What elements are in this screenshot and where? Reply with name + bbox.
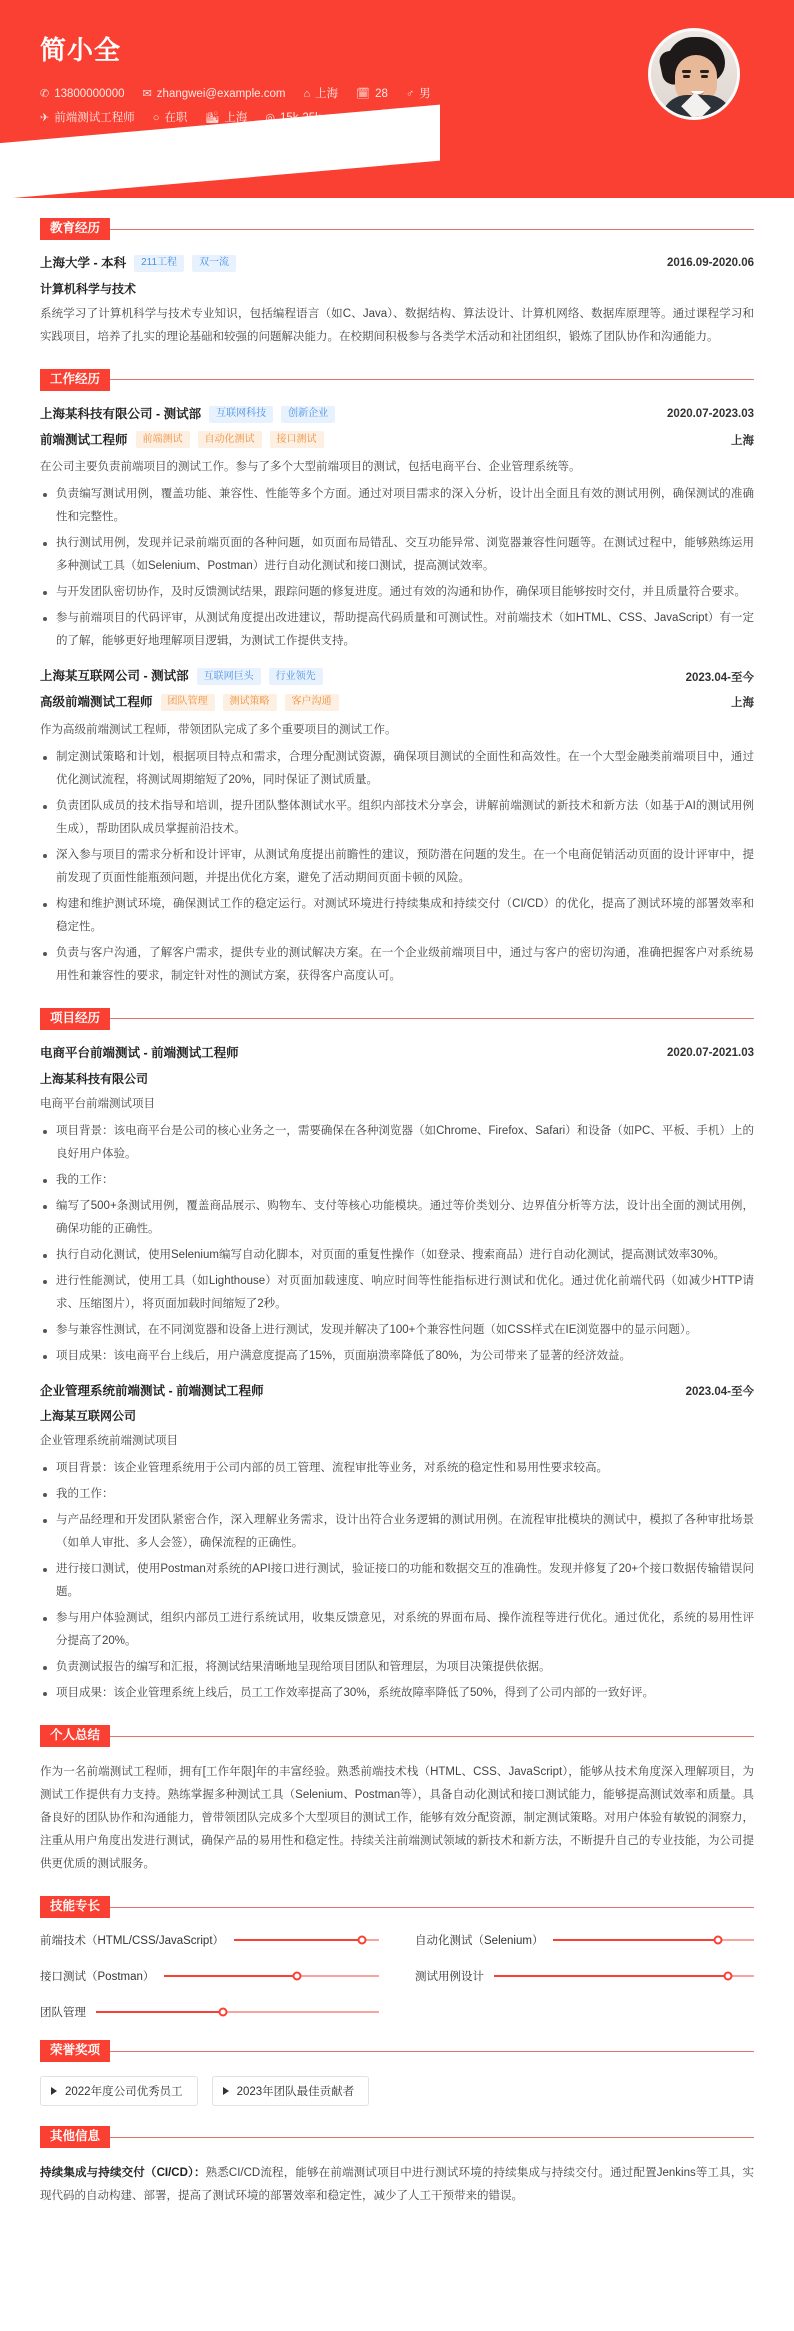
award-item[interactable] (40, 2076, 198, 2106)
contact-phone (40, 89, 125, 101)
work-company-tag: 创新企业 (281, 406, 335, 423)
section-header-projects (40, 1008, 754, 1030)
skill-slider[interactable] (96, 2011, 379, 2013)
work-bullets (40, 746, 754, 988)
work-role-tag: 测试策略 (223, 694, 277, 711)
work-role-title: 高级前端测试工程师 (40, 695, 153, 709)
work-bullet: 负责编写测试用例，覆盖功能、兼容性、性能等多个方面。通过对项目需求的深入分析，设计出全面且有效的测试用例，确保测试的准确性和完整性。 (40, 483, 754, 529)
work-bullet: 参与前端项目的代码评审，从测试角度提出改进建议，帮助提高代码质量和可测试性。对前端技术（如HTML、CSS、JavaScript）有一定的了解，能够更好地理解项目逻辑，为测试工作提供支持。 (40, 607, 754, 653)
section-title-work: 工作经历 (40, 369, 110, 391)
section-rule (110, 1018, 754, 1019)
skill-knob[interactable] (713, 1936, 722, 1945)
work-bullet: 执行测试用例，发现并记录前端页面的各种问题，如页面布局错乱、交互功能异常、浏览器兼容性问题等。在测试过程中，能够熟练运用多种测试工具（如Selenium、Postman）进行自动化测试和接口测试，提高测试效率。 (40, 532, 754, 578)
work-role-tag: 接口测试 (270, 431, 324, 448)
home-icon: ⌂ (303, 88, 311, 101)
salary-icon: ◎ (265, 111, 275, 124)
section-rule (110, 1907, 754, 1908)
avatar-eye-right (701, 75, 708, 78)
project-bullets (40, 1120, 754, 1368)
avatar (648, 28, 740, 120)
project-bullet: 项目成果：该电商平台上线后，用户满意度提高了15%，页面崩溃率降低了80%，为公司带来了显著的经济效益。 (40, 1345, 754, 1368)
award-label: 2023年团队最佳贡献者 (236, 2086, 355, 2099)
section-other-info (40, 2126, 754, 2208)
project-bullet: 我的工作： (40, 1483, 754, 1506)
other-info-item (40, 2162, 754, 2208)
project-bullet: 与产品经理和开发团队紧密合作，深入理解业务需求，设计出符合业务逻辑的测试用例。在流程审批模块的测试中，模拟了各种审批场景（如单人审批、多人会签），确保流程的正确性。 (40, 1509, 754, 1555)
section-work (40, 369, 754, 988)
section-header-awards (40, 2040, 754, 2062)
skill-fill (164, 1975, 297, 1977)
section-title-skills: 技能专长 (40, 1896, 110, 1918)
project-bullet: 进行性能测试，使用工具（如Lighthouse）对页面加载速度、响应时间等性能指标进行测试和优化。通过优化前端代码（如减少HTTP请求、压缩图片），将页面加载时间缩短了2秒。 (40, 1270, 754, 1316)
education-date: 2016.09-2020.06 (667, 257, 754, 270)
contact-city-value: 上海 (224, 111, 248, 124)
contact-email (143, 89, 286, 101)
project-bullet: 参与兼容性测试，在不同浏览器和设备上进行测试，发现并解决了100+个兼容性问题（如CSS样式在IE浏览器中的显示问题）。 (40, 1319, 754, 1342)
skills-grid (40, 1932, 754, 2020)
section-education (40, 218, 754, 349)
contact-position (40, 113, 135, 125)
section-rule (110, 1736, 754, 1737)
contact-email-value: zhangwei@example.com (156, 88, 286, 100)
contact-job-status-value: 在职 (164, 111, 188, 124)
skill-slider[interactable] (494, 1975, 754, 1977)
section-title-projects: 项目经历 (40, 1008, 110, 1030)
section-header-skills (40, 1896, 754, 1918)
work-company-row (40, 667, 754, 686)
skill-label: 测试用例设计 (415, 1971, 484, 1984)
skill-fill (234, 1939, 362, 1941)
section-header-education (40, 218, 754, 240)
contact-location (303, 89, 338, 101)
skill-knob[interactable] (357, 1936, 366, 1945)
project-bullet: 负责测试报告的编写和汇报，将测试结果清晰地呈现给项目团队和管理层，为项目决策提供依据。 (40, 1656, 754, 1679)
work-location: 上海 (731, 697, 754, 710)
project-bullet: 编写了500+条测试用例，覆盖商品展示、购物车、支付等核心功能模块。通过等价类划分、边界值分析等方法，设计出全面的测试用例，确保功能的正确性。 (40, 1195, 754, 1241)
project-entry (40, 1044, 754, 1368)
summary-text: 作为一名前端测试工程师，拥有[工作年限]年的丰富经验。熟悉前端技术栈（HTML、CSS、JavaScript），能够从技术角度深入理解项目，为测试工作提供有力支持。熟练掌握多种测试工具（Selenium、Postman等），具备自动化测试和接口测试能力，能够提高测试效率和质量。具备良好的团队协作和沟通能力，曾带领团队完成多个大型项目的测试工作，能够有效分配资源，制定测试策略。对用户体验有敏锐的洞察力，注重从用户角度出发进行测试，确保产品的易用性和稳定性。持续关注前端测试领域的新技术和新方法，不断提升自己的专业技能，为公司提供更优质的测试服务。 (40, 1766, 754, 1871)
section-header-summary (40, 1725, 754, 1747)
other-info-label: 持续集成与持续交付（CI/CD）： (40, 2167, 206, 2180)
work-company-tag: 行业领先 (269, 668, 323, 685)
project-name: 企业管理系统前端测试 - 前端测试工程师 (40, 1383, 264, 1398)
section-rule (110, 2051, 754, 2052)
section-title-other-info: 其他信息 (40, 2126, 110, 2148)
work-role-tag: 前端测试 (136, 431, 190, 448)
awards-list (40, 2076, 754, 2106)
status-icon: ○ (152, 111, 160, 124)
section-rule (110, 379, 754, 380)
work-bullet: 负责团队成员的技术指导和培训，提升团队整体测试水平。组织内部技术分享会，讲解前端测试的新技术和新方法（如基于AI的测试用例生成），帮助团队成员掌握前沿技术。 (40, 795, 754, 841)
work-entry (40, 405, 754, 654)
project-bullet: 我的工作： (40, 1169, 754, 1192)
section-header-other-info (40, 2126, 754, 2148)
contact-gender (406, 89, 431, 101)
avatar-eye-left (683, 75, 690, 78)
section-skills (40, 1896, 754, 2020)
school-name: 上海大学 - 本科 (40, 256, 127, 270)
work-bullet: 与开发团队密切协作，及时反馈测试结果，跟踪问题的修复进度。通过有效的沟通和协作，确保项目能够按时交付，并且质量符合要求。 (40, 581, 754, 604)
contact-job-status (153, 113, 188, 125)
project-bullet: 执行自动化测试，使用Selenium编写自动化脚本，对页面的重复性操作（如登录、搜索商品）进行自动化测试，提高测试效率30%。 (40, 1244, 754, 1267)
avatar-brow-right (700, 70, 709, 73)
skill-label: 前端技术（HTML/CSS/JavaScript） (40, 1935, 225, 1948)
award-item[interactable] (212, 2076, 370, 2106)
skill-item (40, 1932, 379, 1948)
skill-item (40, 1968, 379, 1984)
candidate-name: 简小全 (40, 35, 122, 65)
work-company-tag: 互联网巨头 (197, 668, 261, 685)
project-bullet: 参与用户体验测试，组织内部员工进行系统试用，收集反馈意见，对系统的界面布局、操作流程等进行优化。通过优化，系统的易用性评分提高了20%。 (40, 1607, 754, 1653)
work-role-title: 前端测试工程师 (40, 432, 128, 447)
skill-label: 团队管理 (40, 2007, 86, 2020)
position-icon: ✈ (40, 111, 50, 124)
work-role-tag: 团队管理 (161, 694, 215, 711)
education-entry (40, 254, 754, 349)
education-description: 系统学习了计算机科学与技术专业知识，包括编程语言（如C、Java）、数据结构、算法设计、计算机网络、数据库原理等。通过课程学习和实践项目，培养了扎实的理论基础和较强的问题解决能力。在校期间积极参与各类学术活动和社团组织，锻炼了团队协作和沟通能力。 (40, 307, 754, 343)
work-company-name: 上海某互联网公司 - 测试部 (40, 669, 189, 684)
project-bullet: 进行接口测试，使用Postman对系统的API接口进行测试，验证接口的功能和数据交互的准确性。发现并修复了20+个接口数据传输错误问题。 (40, 1558, 754, 1604)
project-name: 电商平台前端测试 - 前端测试工程师 (40, 1045, 239, 1060)
skill-slider[interactable] (164, 1975, 379, 1977)
section-rule (110, 229, 754, 230)
project-bullets (40, 1457, 754, 1705)
contact-age-value: 28 (375, 88, 388, 100)
skill-item (415, 1932, 754, 1948)
section-header-work (40, 369, 754, 391)
avatar-brow-left (682, 70, 691, 73)
section-awards (40, 2040, 754, 2106)
work-bullet: 制定测试策略和计划，根据项目特点和需求，合理分配测试资源，确保项目测试的全面性和高效性。在一个大型金融类前端项目中，通过优化测试流程，将测试周期缩短了20%，同时保证了测试质量。 (40, 746, 754, 792)
skill-slider[interactable] (553, 1939, 754, 1941)
project-company: 上海某互联网公司 (40, 1409, 137, 1424)
skill-slider[interactable] (234, 1939, 379, 1941)
section-rule (110, 2137, 754, 2138)
work-date: 2020.07-2023.03 (667, 408, 754, 421)
work-role-row (40, 693, 754, 712)
project-subtitle: 电商平台前端测试项目 (40, 1097, 155, 1110)
contact-position-value: 前端测试工程师 (54, 111, 135, 124)
project-date: 2023.04-至今 (685, 1385, 754, 1398)
skill-item (40, 2004, 379, 2020)
work-intro: 在公司主要负责前端项目的测试工作。参与了多个大型前端项目的测试，包括电商平台、企业管理系统等。 (40, 461, 581, 474)
resume-content (0, 218, 794, 2236)
skill-fill (494, 1975, 728, 1977)
education-tag: 双一流 (192, 255, 236, 272)
email-icon: ✉ (142, 88, 152, 101)
work-company-row (40, 405, 754, 424)
section-summary (40, 1725, 754, 1876)
contact-phone-value: 13800000000 (54, 88, 125, 100)
skill-knob[interactable] (293, 1972, 302, 1981)
work-date: 2023.04-至今 (685, 671, 754, 684)
work-company-name: 上海某科技有限公司 - 测试部 (40, 406, 202, 421)
work-bullet: 负责与客户沟通，了解客户需求，提供专业的测试解决方案。在一个企业级前端项目中，通过与客户的密切沟通，准确把握客户对系统易用性和兼容性的要求，制定针对性的测试方案，获得客户高度认可。 (40, 942, 754, 988)
contact-location-value: 上海 (315, 88, 339, 100)
work-role-tag: 自动化测试 (198, 431, 262, 448)
project-bullet: 项目成果：该企业管理系统上线后，员工工作效率提高了30%，系统故障率降低了50%，得到了公司内部的一致好评。 (40, 1682, 754, 1705)
education-tag: 211工程 (134, 255, 184, 272)
phone-icon: ✆ (40, 88, 50, 101)
project-header-row (40, 1382, 754, 1401)
award-label: 2022年度公司优秀员工 (65, 2086, 183, 2099)
work-company-tag: 互联网科技 (209, 406, 273, 423)
project-bullet: 项目背景：该电商平台是公司的核心业务之一，需要确保在各种浏览器（如Chrome、Firefox、Safari）和设备（如PC、平板、手机）上的良好用户体验。 (40, 1120, 754, 1166)
gender-icon: ♂ (405, 88, 415, 101)
contact-gender-value: 男 (419, 88, 431, 100)
project-header-row (40, 1044, 754, 1063)
work-entry (40, 667, 754, 988)
section-projects (40, 1008, 754, 1706)
project-date: 2020.07-2021.03 (667, 1047, 754, 1060)
project-company: 上海某科技有限公司 (40, 1071, 149, 1086)
resume-header (0, 0, 794, 198)
skill-fill (96, 2011, 223, 2013)
education-major: 计算机科学与技术 (40, 281, 137, 296)
play-triangle-icon (51, 2087, 57, 2095)
play-triangle-icon (223, 2087, 229, 2095)
work-bullet: 深入参与项目的需求分析和设计评审，从测试角度提出前瞻性的建议，预防潜在问题的发生。在一个电商促销活动页面的设计评审中，提前发现了页面性能瓶颈问题，并提出优化方案，避免了活动期间页面卡顿的风险。 (40, 844, 754, 890)
work-bullet: 构建和维护测试环境，确保测试工作的稳定运行。对测试环境进行持续集成和持续交付（CI/CD）的优化，提高了测试环境的部署效率和稳定性。 (40, 893, 754, 939)
work-role-tag: 客户沟通 (285, 694, 339, 711)
project-subtitle: 企业管理系统前端测试项目 (40, 1435, 178, 1448)
other-info-paragraph (40, 2162, 754, 2208)
skill-knob[interactable] (219, 2008, 228, 2017)
skill-item (415, 1968, 754, 1984)
education-entry-header (40, 254, 754, 273)
skill-label: 接口测试（Postman） (40, 1971, 155, 1984)
skill-fill (553, 1939, 717, 1941)
work-location: 上海 (731, 434, 754, 447)
work-role-row (40, 431, 754, 450)
other-info-text: 熟悉CI/CD流程，能够在前端测试项目中进行测试环境的持续集成与持续交付。通过配置Jenkins等工具，实现代码的自动构建、部署，提高了测试环境的部署效率和稳定性，减少了人工干预带来的错误。 (40, 2167, 754, 2203)
section-title-education: 教育经历 (40, 218, 110, 240)
skill-label: 自动化测试（Selenium） (415, 1935, 544, 1948)
project-entry (40, 1382, 754, 1706)
section-title-awards: 荣誉奖项 (40, 2040, 110, 2062)
age-icon: 🗓 (356, 88, 371, 101)
skill-knob[interactable] (724, 1972, 733, 1981)
contact-age (356, 89, 388, 101)
section-title-summary: 个人总结 (40, 1725, 110, 1747)
work-bullets (40, 483, 754, 653)
contact-row-1 (40, 89, 449, 101)
city-icon: 🏙 (205, 111, 220, 124)
project-bullet: 项目背景：该企业管理系统用于公司内部的员工管理、流程审批等业务，对系统的稳定性和易用性要求较高。 (40, 1457, 754, 1480)
work-intro: 作为高级前端测试工程师，带领团队完成了多个重要项目的测试工作。 (40, 723, 397, 736)
